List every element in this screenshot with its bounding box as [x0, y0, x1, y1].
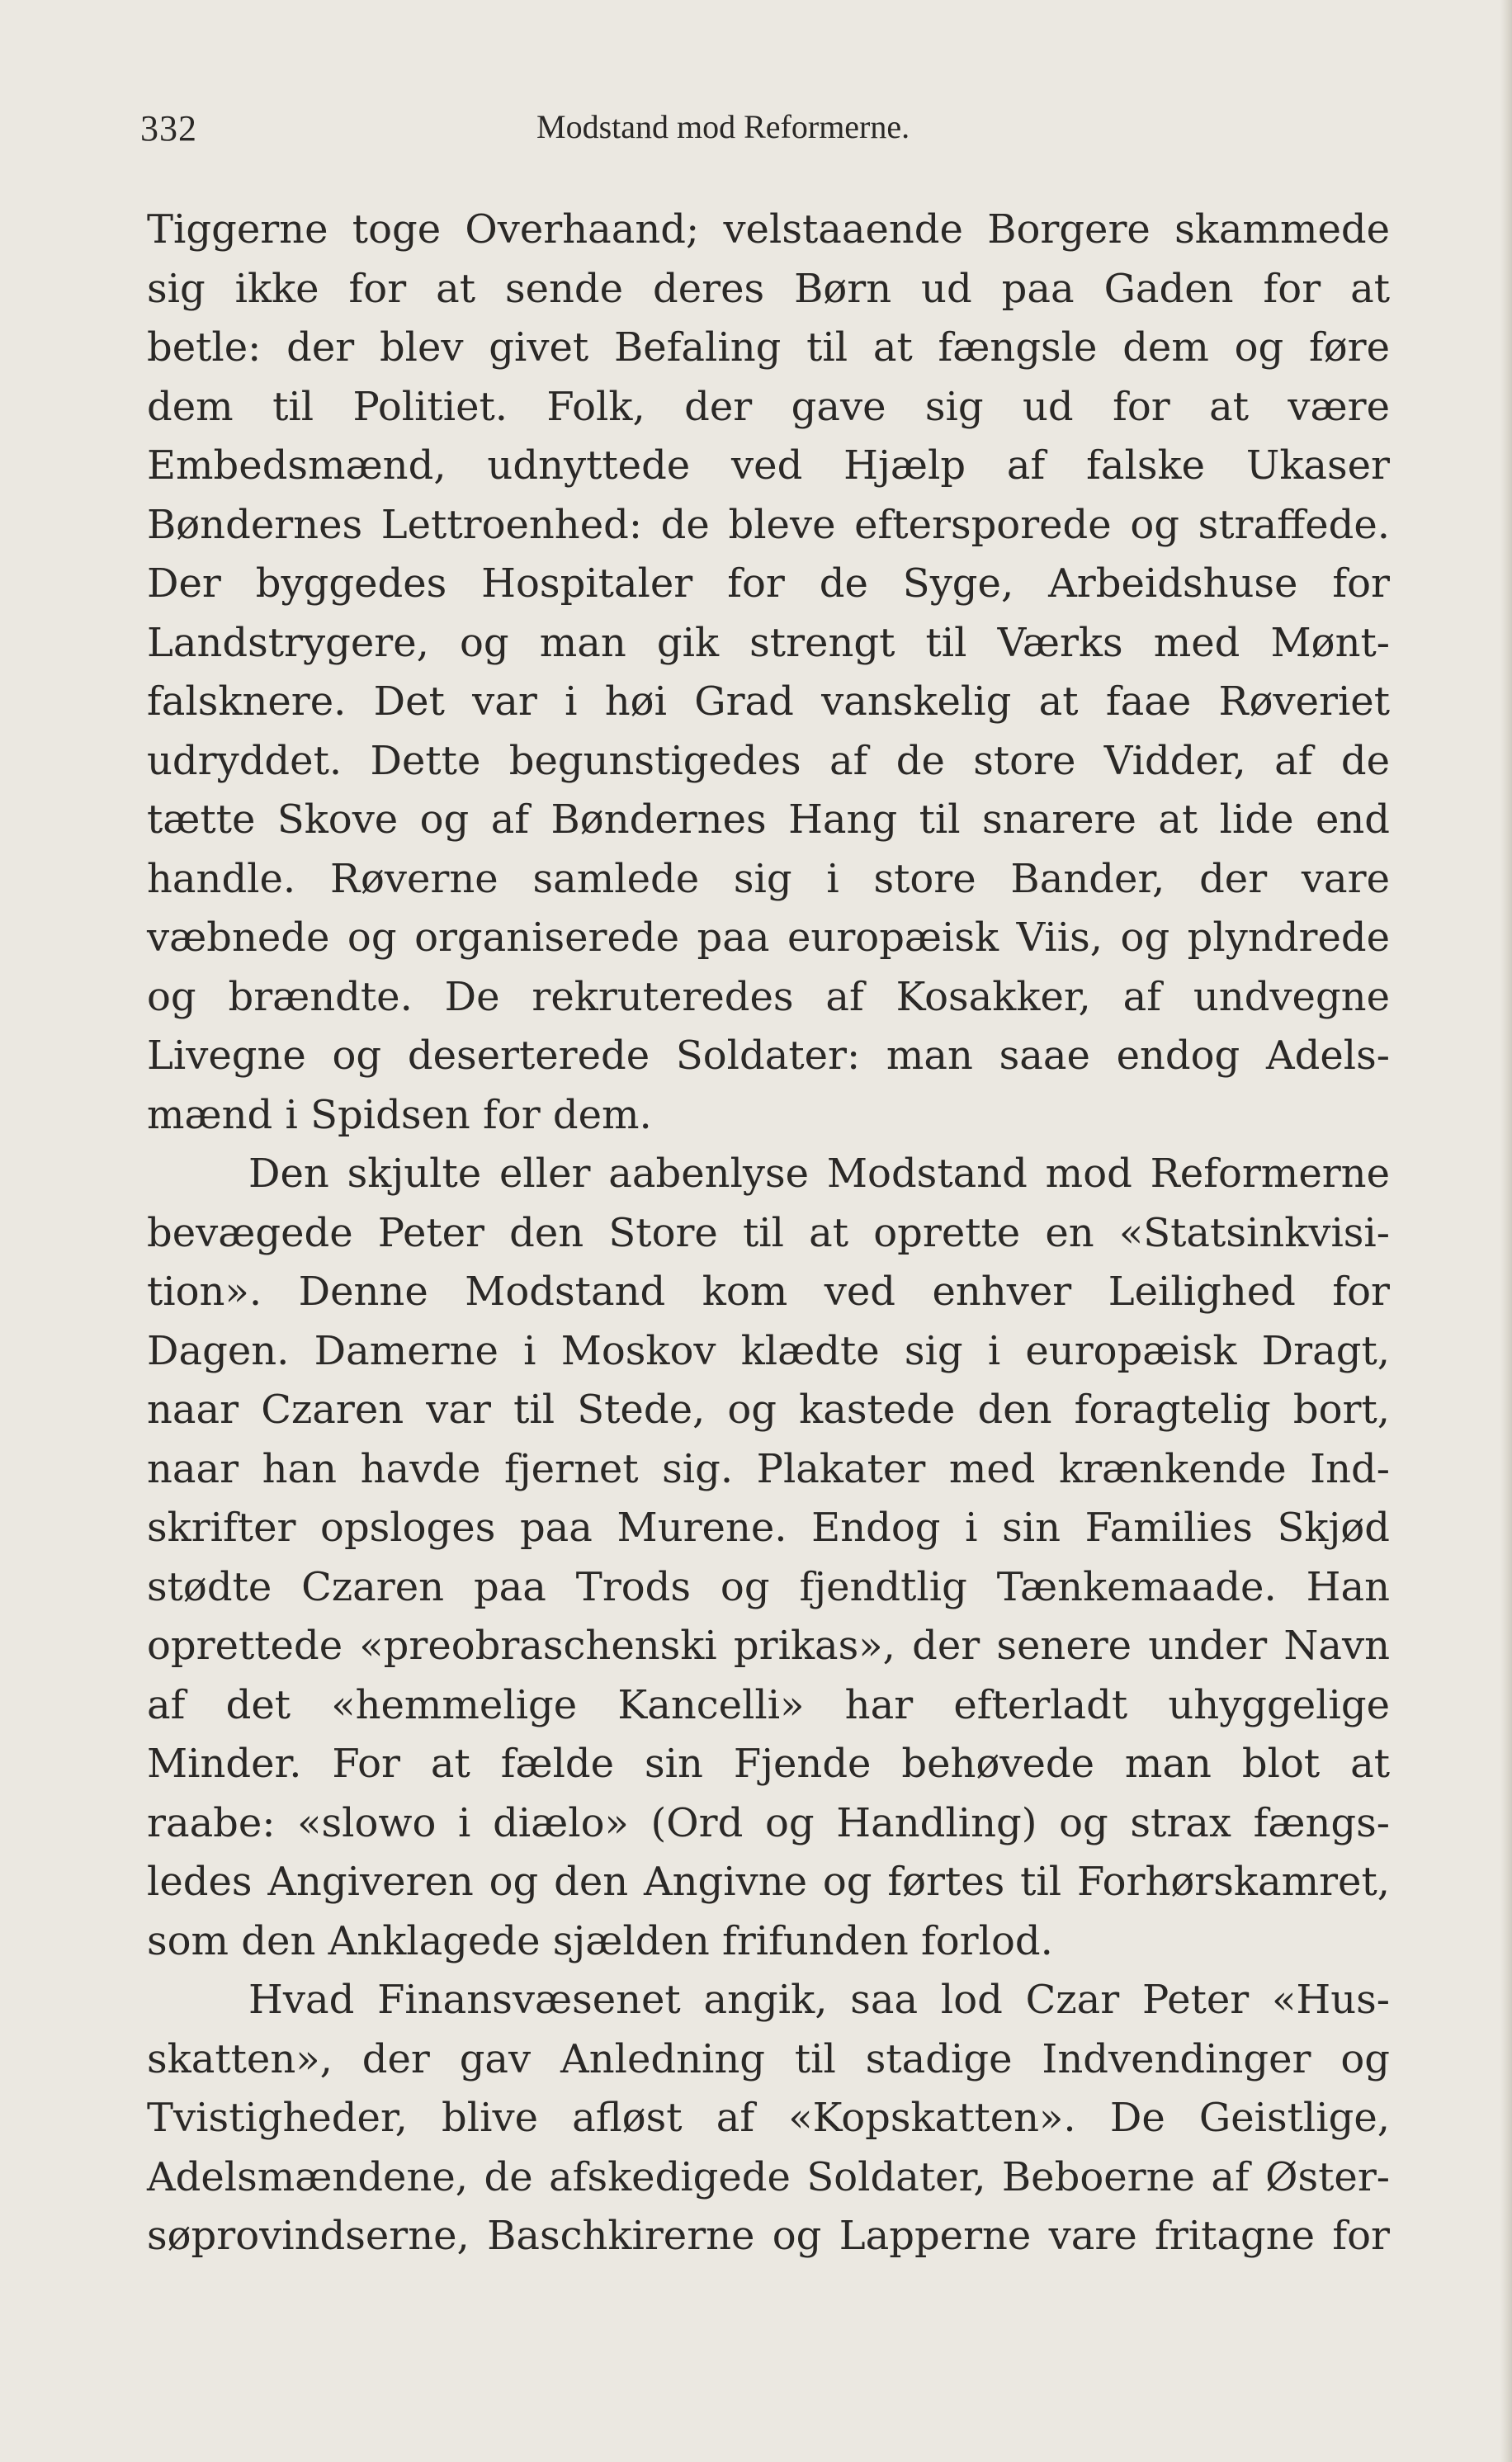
text-line: væbnede og organiserede paa europæisk Viis, og plyndrede — [147, 914, 1390, 961]
text-line: bevægede Peter den Store til at oprette en «Statsinkvisi- — [147, 1209, 1390, 1256]
page-edge — [1500, 0, 1512, 2462]
text-line: tion». Denne Modstand kom ved enhver Leilighed for — [147, 1269, 1390, 1315]
text-line: Der byggedes Hospitaler for de Syge, Arbeidshuse for — [147, 560, 1390, 607]
text-line: af det «hemmelige Kancelli» har efterladt uhyggelige — [147, 1681, 1390, 1728]
text-line: skrifter opsloges paa Murene. Endog i sin Families Skjød — [147, 1505, 1390, 1551]
paragraph-start-line: Hvad Finansvæsenet angik, saa lod Czar Peter «Hus- — [248, 1977, 1390, 2023]
text-line: naar Czaren var til Stede, og kastede den foragtelig bort, — [147, 1387, 1390, 1433]
text-line: udryddet. Dette begunstigedes af de store Vidder, af de — [147, 737, 1390, 784]
text-line: Minder. For at fælde sin Fjende behøvede man blot at — [147, 1741, 1390, 1787]
text-line: dem til Politiet. Folk, der gave sig ud for at være — [147, 383, 1390, 430]
text-line: Landstrygere, og man gik strengt til Værks med Mønt- — [147, 619, 1390, 666]
text-line: søprovindserne, Baschkirerne og Lapperne vare fritagne for — [147, 2213, 1390, 2259]
text-line: Bøndernes Lettroenhed: de bleve eftersporede og straffede. — [147, 501, 1390, 548]
text-line: naar han havde fjernet sig. Plakater med krænkende Ind- — [147, 1445, 1390, 1492]
text-line: som den Anklagede sjælden frifunden forlod. — [147, 1917, 1053, 1964]
text-line: betle: der blev givet Befaling til at fængsle dem og føre — [147, 324, 1390, 371]
running-title: Modstand mod Reformerne. — [536, 108, 910, 145]
text-line: Dagen. Damerne i Moskov klædte sig i europæisk Dragt, — [147, 1327, 1390, 1374]
text-line: Tvistigheder, blive afløst af «Kopskatten». De Geistlige, — [147, 2095, 1390, 2141]
text-line: Tiggerne toge Overhaand; velstaaende Borgere skammede — [147, 206, 1390, 253]
text-line: tætte Skove og af Bøndernes Hang til snarere at lide end — [147, 796, 1390, 843]
text-line: handle. Røverne samlede sig i store Bander, der vare — [147, 855, 1390, 902]
body-text — [147, 201, 1390, 2266]
text-line: og brændte. De rekruteredes af Kosakker, af undvegne — [147, 973, 1390, 1020]
text-line: stødte Czaren paa Trods og fjendtlig Tænkemaade. Han — [147, 1563, 1390, 1610]
paragraph-start-line: Den skjulte eller aabenlyse Modstand mod Reformerne — [248, 1151, 1390, 1197]
text-line: falsknere. Det var i høi Grad vanskelig at faae Røveriet — [147, 678, 1390, 725]
text-line: sig ikke for at sende deres Børn ud paa Gaden for at — [147, 265, 1390, 312]
text-line: Embedsmænd, udnyttede ved Hjælp af falske Ukaser — [147, 442, 1390, 489]
text-line: mænd i Spidsen for dem. — [147, 1091, 652, 1138]
text-line: raabe: «slowo i diælo» (Ord og Handling) og strax fængs- — [147, 1799, 1390, 1846]
page-number: 332 — [140, 108, 197, 149]
text-line: ledes Angiveren og den Angivne og førtes til Forhørskamret, — [147, 1859, 1390, 1905]
text-line: oprettede «preobraschenski prikas», der senere under Navn — [147, 1623, 1390, 1669]
text-line: Adelsmændene, de afskedigede Soldater, Beboerne af Øster- — [147, 2153, 1390, 2200]
text-line: Livegne og deserterede Soldater: man saae endog Adels- — [147, 1033, 1390, 1079]
text-line: skatten», der gav Anledning til stadige Indvendinger og — [147, 2035, 1390, 2082]
